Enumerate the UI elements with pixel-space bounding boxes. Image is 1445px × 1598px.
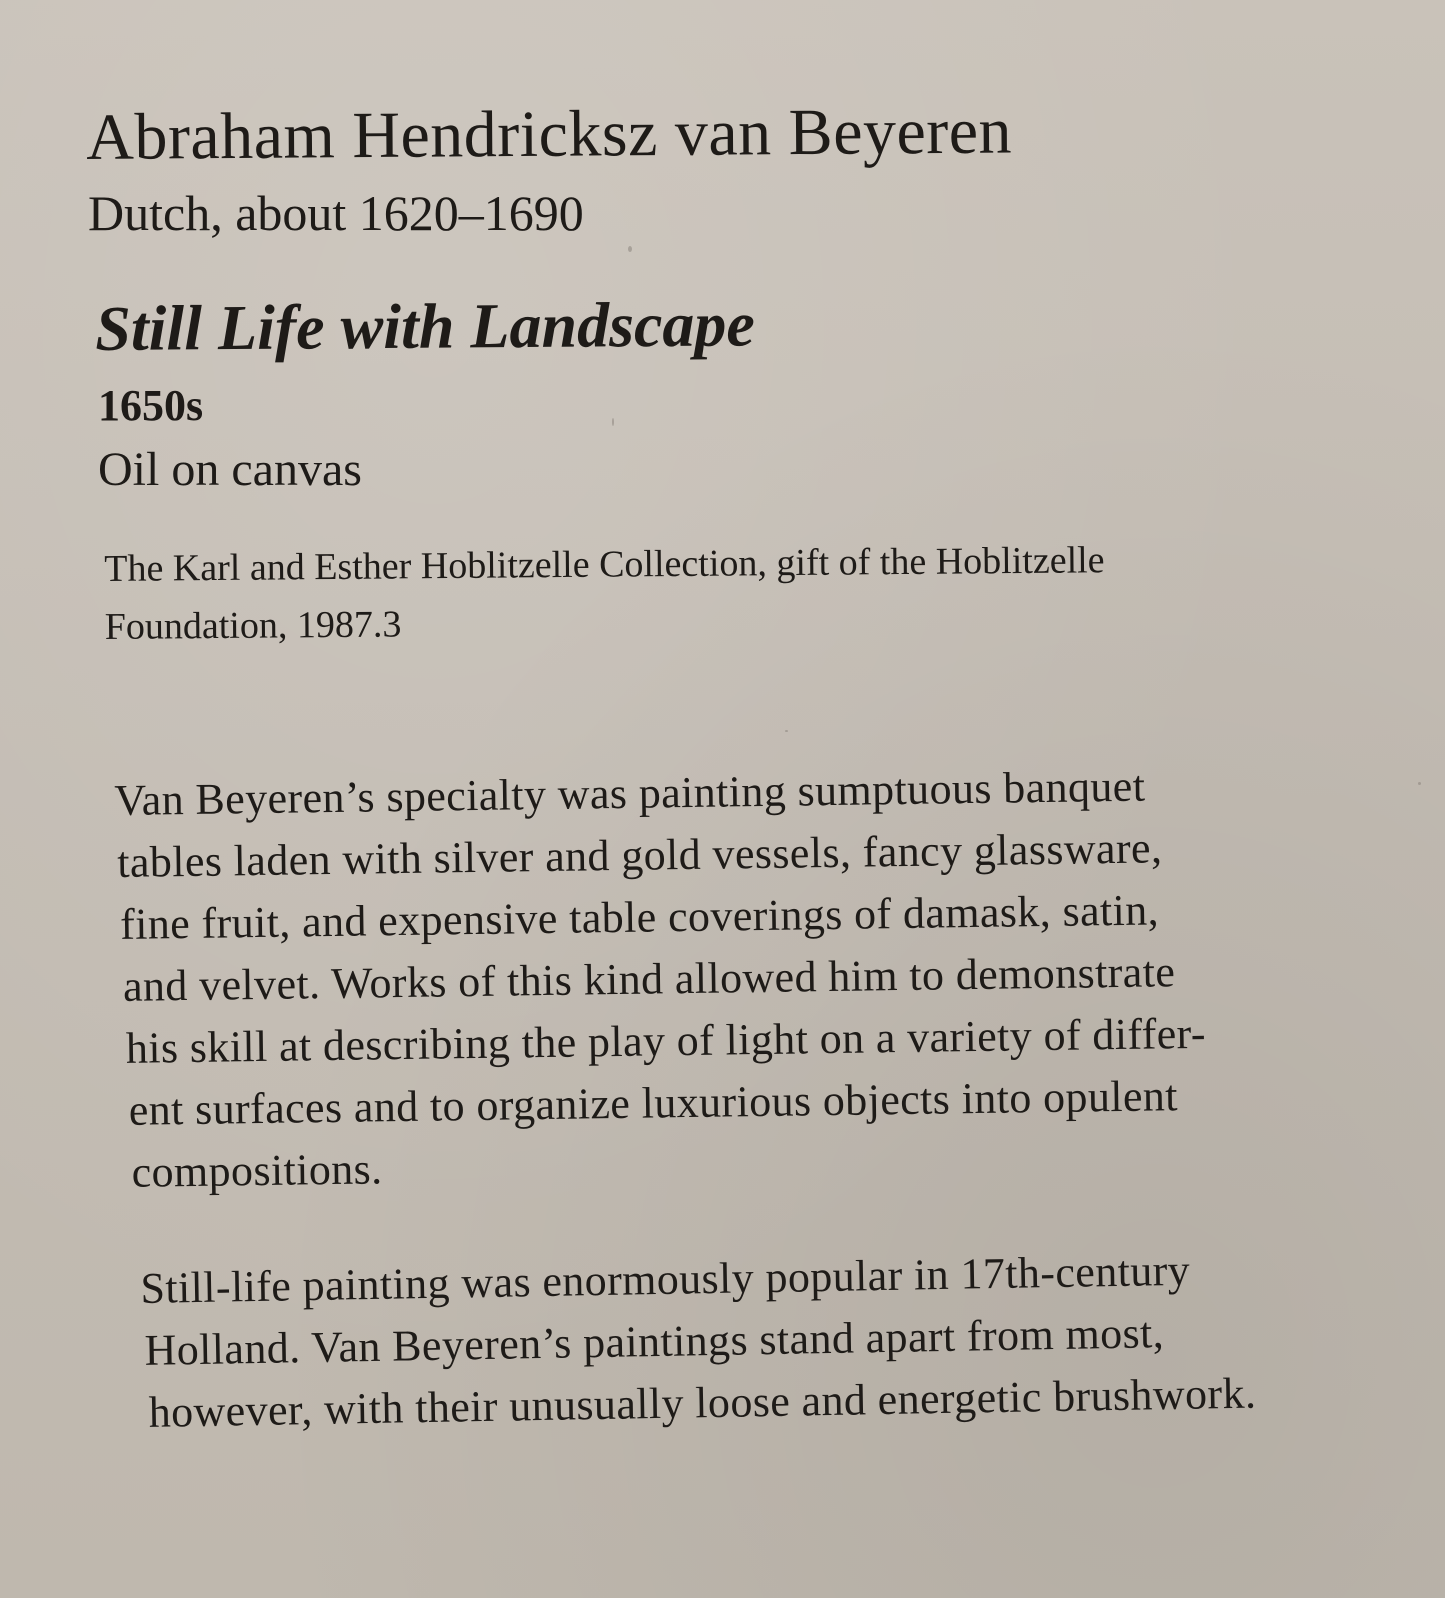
description-paragraph xyxy=(114,755,1208,1204)
description-line: his skill at describing the play of light on a variety of differ- xyxy=(125,1008,1207,1073)
description-line: however, with their unusually loose and energetic brushwork. xyxy=(148,1368,1257,1437)
description-line: tables laden with silver and gold vessels, fancy glassware, xyxy=(116,823,1163,887)
description-line: Holland. Van Beyeren’s paintings stand apart from most, xyxy=(144,1308,1165,1375)
description-line: compositions. xyxy=(131,1144,383,1197)
description-paragraph xyxy=(140,1239,1257,1444)
description-line: Still-life painting was enormously popular in 17th-century xyxy=(140,1245,1191,1313)
paper-speck xyxy=(612,418,614,426)
paper-speck xyxy=(1418,782,1421,785)
artwork-title: Still Life with Landscape xyxy=(95,288,756,364)
artwork-date: 1650s xyxy=(98,381,204,430)
credit-line-text: The Karl and Esther Hoblitzelle Collection, gift of the Hoblitzelle xyxy=(104,539,1105,590)
description-line: fine fruit, and expensive table coverings of damask, satin, xyxy=(119,885,1160,949)
credit-line xyxy=(104,531,1105,656)
description-line: and velvet. Works of this kind allowed him to demonstrate xyxy=(122,947,1176,1011)
credit-line-text: Foundation, 1987.3 xyxy=(104,603,402,648)
artwork-medium: Oil on canvas xyxy=(98,443,362,496)
paper-speck xyxy=(785,730,788,732)
description-line: ent surfaces and to organize luxurious objects into opulent xyxy=(128,1071,1179,1135)
artist-name: Abraham Hendricksz van Beyeren xyxy=(86,94,1013,174)
paper-speck xyxy=(628,246,632,252)
artist-nationality-dates: Dutch, about 1620–1690 xyxy=(88,185,584,241)
description-line: Van Beyeren’s specialty was painting sumptuous banquet xyxy=(114,761,1146,825)
